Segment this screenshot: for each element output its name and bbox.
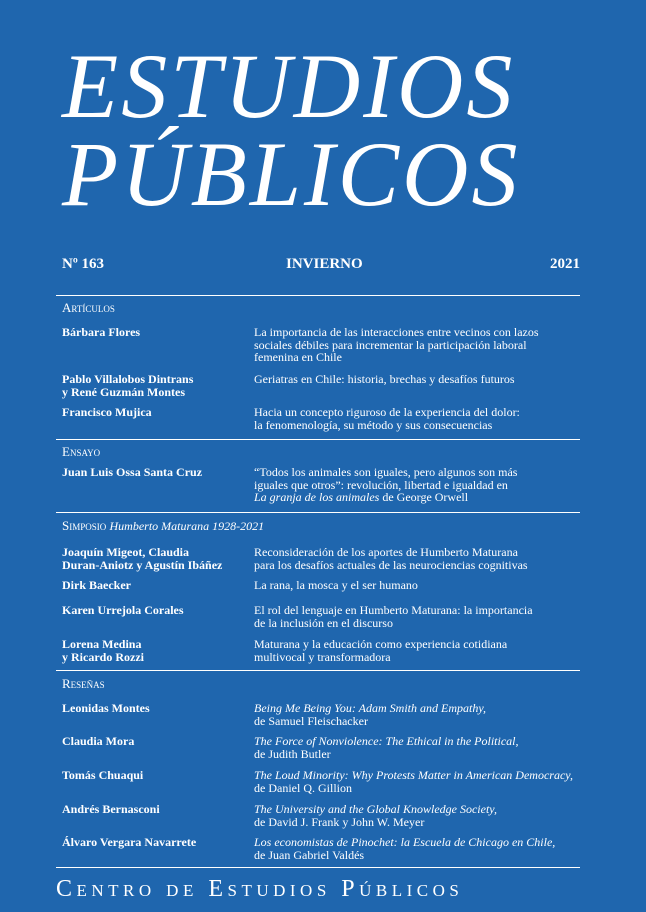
author: Francisco Mujica [62,405,152,419]
article-title: La importancia de las interacciones entre vecinos con lazos sociales débiles para incrementar la participación laboral femenina en Chile [254,325,539,364]
author: Pablo Villalobos Dintrans y René Guzmán Montes [62,372,194,399]
author: Bárbara Flores [62,325,141,339]
author: Juan Luis Ossa Santa Cruz [62,465,203,479]
author: Dirk Baecker [62,578,131,592]
review-title: Being Me Being You: Adam Smith and Empathy, de Samuel Fleischacker [254,701,486,728]
journal-title-line-2: PÚBLICOS [62,123,521,225]
journal-title-line-1: ESTUDIOS [62,35,516,137]
author: Claudia Mora [62,734,135,748]
section-title-articulos: Artículos [62,300,115,315]
author: Tomás Chuaqui [62,768,144,782]
divider [56,670,580,671]
divider [56,867,580,868]
section-title-ensayo: Ensayo [62,444,101,459]
author: Andrés Bernasconi [62,802,160,816]
divider [56,439,580,440]
issue-info [62,256,580,276]
section-title-resenas: Reseñas [62,676,105,691]
section-title-simposio: Simposio Humberto Maturana 1928-2021 [62,518,265,533]
issue-year: 2021 [550,256,580,272]
article-title: Maturana y la educación como experiencia cotidiana multivocal y transformadora [254,637,508,664]
review-title: Los economistas de Pinochet: la Escuela de Chicago en Chile, de Juan Gabriel Valdés [254,835,556,862]
review-title: The University and the Global Knowledge Society, de David J. Frank y John W. Meyer [254,802,497,829]
author: Karen Urrejola Corales [62,603,184,617]
issue-number: Nº 163 [62,256,105,272]
article-title: La rana, la mosca y el ser humano [254,578,418,592]
divider [56,295,580,296]
divider [56,512,580,513]
author: Lorena Medina y Ricardo Rozzi [62,637,144,664]
article-title: Reconsideración de los aportes de Humberto Maturana para los desafíos actuales de las neurociencias cognitivas [254,545,528,572]
article-title: Hacia un concepto riguroso de la experiencia del dolor: la fenomenología, su método y sus consecuencias [254,405,520,432]
article-title: Geriatras en Chile: historia, brechas y desafíos futuros [254,372,515,386]
publisher-name: Centro de Estudios Públicos [56,876,464,902]
issue-season: INVIERNO [286,256,363,272]
review-title: The Force of Nonviolence: The Ethical in the Political, de Judith Butler [254,734,519,761]
article-title: El rol del lenguaje en Humberto Maturana: la importancia de la inclusión en el discurso [254,603,533,630]
author: Leonidas Montes [62,701,150,715]
review-title: The Loud Minority: Why Protests Matter in American Democracy, de Daniel Q. Gillion [254,768,573,795]
author: Joaquín Migeot, Claudia Duran-Aniotz y Agustín Ibáñez [62,545,223,572]
article-title: “Todos los animales son iguales, pero algunos son más iguales que otros”: revolución, libertad e igualdad en La granja de los animales de George Orwell [254,465,518,504]
author: Álvaro Vergara Navarrete [62,835,197,849]
